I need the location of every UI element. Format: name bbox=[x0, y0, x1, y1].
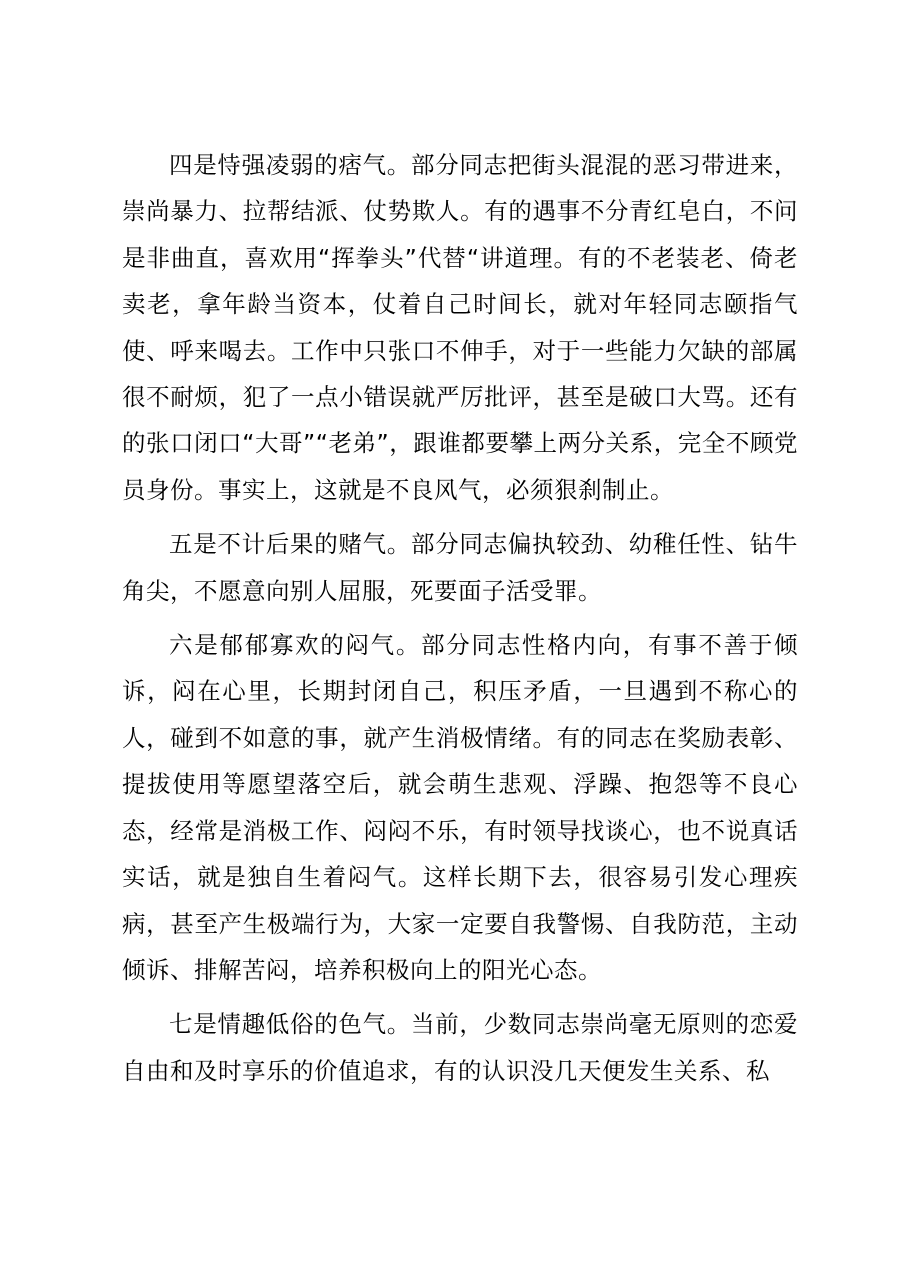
paragraph-reckless-temper: 五是不计后果的赌气。部分同志偏执较劲、幼稚任性、钻牛角尖，不愿意向别人屈服，死要面子活受罪。 bbox=[122, 530, 798, 605]
document-body bbox=[122, 142, 798, 1102]
paragraph-bully-attitude: 四是恃强凌弱的痞气。部分同志把街头混混的恶习带进来，崇尚暴力、拉帮结派、仗势欺人。有的遇事不分青红皂白，不问是非曲直，喜欢用“挥拳头”代替“讲道理。有的不老装老、倚老卖老，拿年龄当资本，仗着自己时间长，就对年轻同志颐指气使、呼来喝去。工作中只张口不伸手，对于一些能力欠缺的部属很不耐烦，犯了一点小错误就严厉批评，甚至是破口大骂。还有的张口闭口“大哥”“老弟”，跟谁都要攀上两分关系，完全不顾党员身份。事实上，这就是不良风气，必须狠刹制止。 bbox=[122, 151, 798, 504]
paragraph-sullen-mood: 六是郁郁寡欢的闷气。部分同志性格内向，有事不善于倾诉，闷在心里，长期封闭自己，积压矛盾，一旦遇到不称心的人，碰到不如意的事，就产生消极情绪。有的同志在奖励表彰、提拔使用等愿望落空后，就会萌生悲观、浮躁、抱怨等不良心态，经常是消极工作、闷闷不乐，有时领导找谈心，也不说真话实话，就是独自生着闷气。这样长期下去，很容易引发心理疾病，甚至产生极端行为，大家一定要自我警惕、自我防范，主动倾诉、排解苦闷，培养积极向上的阳光心态。 bbox=[122, 631, 798, 984]
paragraph-vulgar-taste: 七是情趣低俗的色气。当前，少数同志崇尚毫无原则的恋爱自由和及时享乐的价值追求，有的认识没几天便发生关系、私 bbox=[122, 1010, 798, 1085]
